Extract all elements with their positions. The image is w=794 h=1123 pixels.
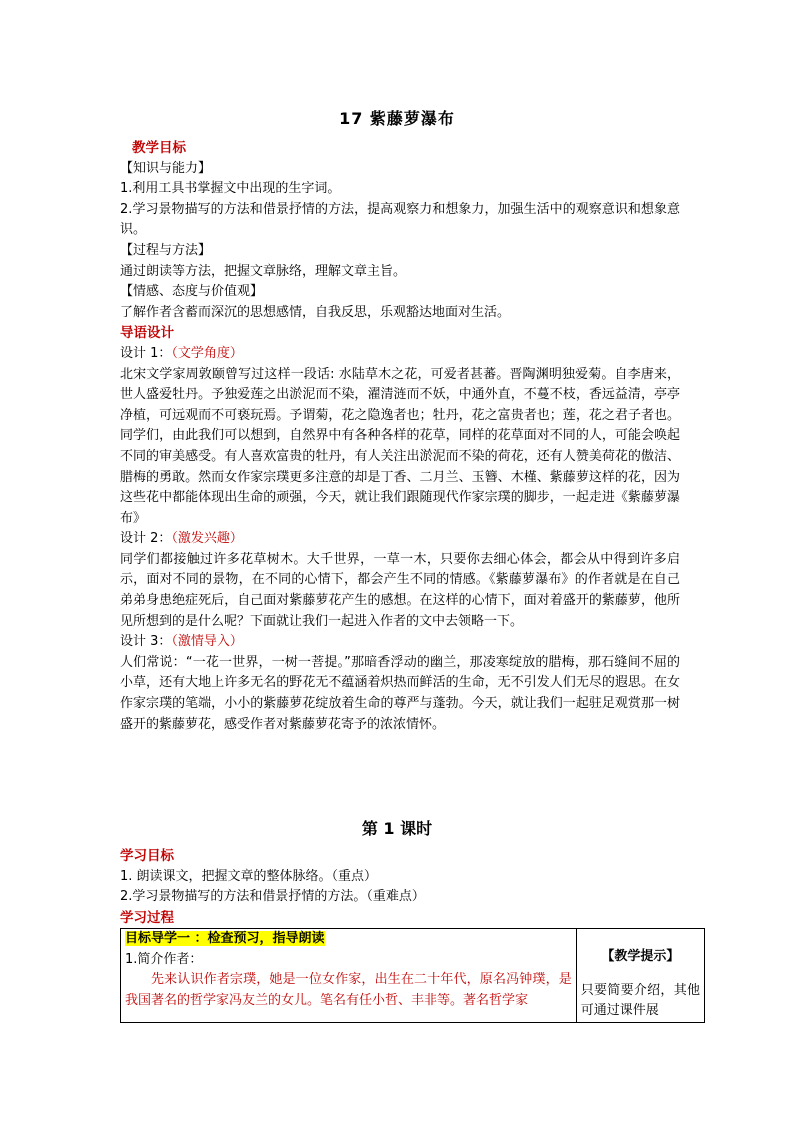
design-2-header: [120, 529, 680, 550]
design-2-text: 同学们都接触过许多花草树木。大千世界，一草一木，只要你去细心体会，都会从中得到许多启示，面对不同的景物，在不同的心情下，都会产生不同的情感。《紫藤萝瀑布》的作者就是在自己弟弟身患绝症死后，自己面对紫藤萝花产生的感想。在这样的心情下，面对着盛开的紫藤萝，他所见所想到的是什么呢？下面就让我们一起进入作者的文中去领略一下。: [120, 551, 680, 629]
task-title: 目标导学一 ：检查预习，指导朗读: [125, 931, 325, 946]
process-label: 【过程与方法】: [120, 242, 212, 258]
process-item-1: 通过朗读等方法，把握文章脉络，理解文章主旨。: [120, 263, 407, 279]
tip-cell: [576, 929, 704, 1023]
lesson-content: [120, 846, 705, 928]
knowledge-item-2: 2.学习景物描写的方法和借景抒情的方法，提高观察力和想象力，加强生活中的观察意识和想象意识。: [120, 201, 680, 238]
tip-text: 只要简要介绍，其他可通过课件展: [580, 982, 700, 1018]
goal-item-1: 1. 朗读课文，把握文章的整体脉络。（重点）: [120, 868, 378, 884]
design-3-angle: （激情导入）: [171, 634, 243, 650]
task-text: 先来认识作者宗璞，她是一位女作家，出生在二十年代，原名冯钟璞，是我国著名的哲学家冯友兰的女儿。笔名有任小哲、丰非等。著名哲学家: [125, 972, 572, 1008]
knowledge-item-1: 1.利用工具书掌握文中出现的生字词。: [120, 181, 341, 197]
goal-item-2: 2.学习景物描写的方法和借景抒情的方法。（重难点）: [120, 889, 425, 905]
learning-process-table: [120, 928, 705, 1023]
tip-title: 【教学提示】: [601, 949, 680, 964]
design-2-angle: （激发兴趣）: [171, 531, 243, 547]
design-1-label: 设计 1：: [120, 345, 172, 361]
intro-heading: 导语设计: [120, 325, 174, 342]
design-2-label: 设计 2：: [120, 531, 172, 547]
emotion-item-1: 了解作者含蓄而深沉的思想感情，自我反思，乐观豁达地面对生活。: [120, 304, 511, 320]
design-1-header: [120, 344, 680, 365]
emotion-label: 【情感、态度与价值观】: [120, 284, 264, 300]
table-row: [121, 929, 705, 1023]
lesson-title: 第 1 课时: [361, 819, 433, 838]
goals-heading: 学习目标: [120, 848, 174, 864]
design-1-angle: （文学角度）: [171, 345, 243, 361]
document-title: 17 紫藤萝瀑布: [339, 109, 455, 128]
task-step: 1.简介作者：: [125, 951, 203, 967]
design-1-text: 北宋文学家周敦颐曾写过这样一段话: 水陆草木之花，可爱者甚蕃。晋陶渊明独爱菊。自李唐来，世人盛爱牡丹。予独爱莲之出淤泥而不染，濯清涟而不妖，中通外直，不蔓不枝，香远益清，亭亭净植，可远观而不可亵玩焉。予谓菊，花之隐逸者也；牡丹，花之富贵者也；莲，花之君子者也。同学们，由此我们可以想到，自然界中有各种各样的花草，同样的花草面对不同的人，可能会唤起不同的审美感受。有人喜欢富贵的牡丹，有人关注出淤泥而不染的荷花，还有人赞美荷花的傲洁、腊梅的勇敢。然而女作家宗璞更多注意的却是丁香、二月兰、玉簪、木槿、紫藤萝这样的花，因为这些花中都能体现出生命的顽强，今天，就让我们跟随现代作家宗璞的脚步，一起走进《紫藤萝瀑布》: [120, 366, 680, 526]
design-3-label: 设计 3：: [120, 634, 172, 650]
knowledge-label: 【知识与能力】: [120, 160, 212, 176]
task-cell: [121, 929, 577, 1023]
objectives-heading: 教学目标: [132, 140, 186, 156]
design-3-text: 人们常说：“一花一世界，一树一菩提。”那暗香浮动的幽兰，那凌寒绽放的腊梅，那石缝间不屈的小草，还有大地上许多无名的野花无不蕴涵着炽热而鲜活的生命，无不引发人们无尽的遐思。在女作家宗璞的笔端，小小的紫藤萝花绽放着生命的尊严与蓬勃。今天，就让我们一起驻足观赏那一树盛开的紫藤萝花，感受作者对紫藤萝花寄予的浓浓情怀。: [120, 654, 680, 732]
main-content: [120, 138, 680, 735]
design-3-header: [120, 632, 680, 653]
process-heading: 学习过程: [120, 909, 174, 926]
